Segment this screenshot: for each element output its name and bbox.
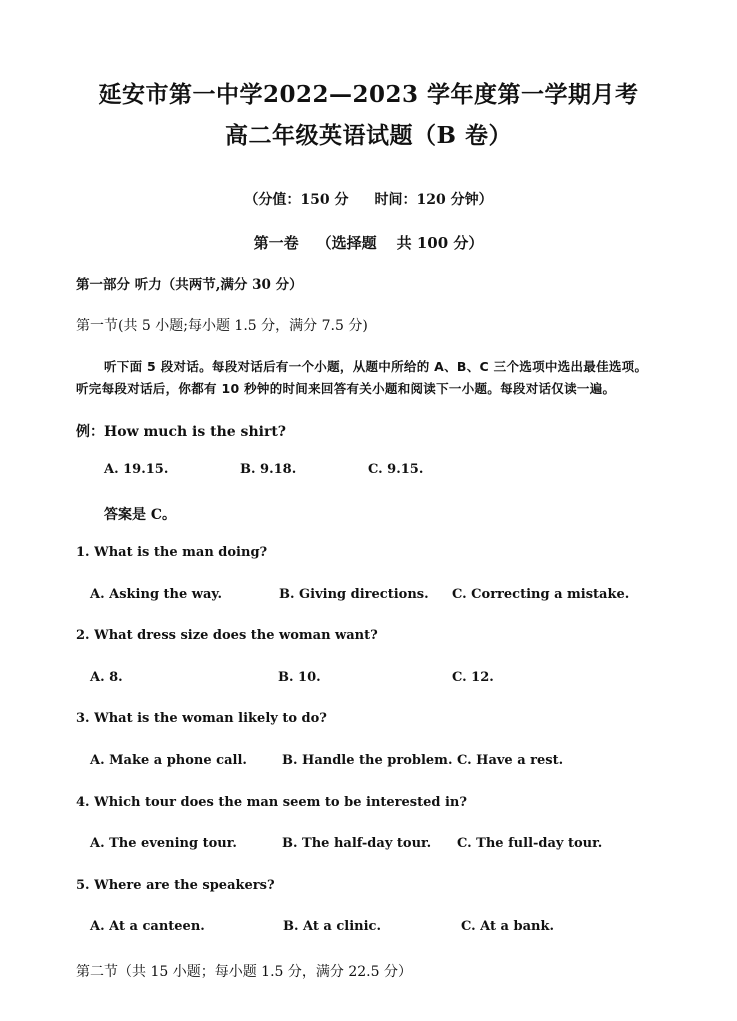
q1-option-a: A. Asking the way.	[90, 587, 223, 602]
q1-option-b: B. Giving directions.	[279, 587, 429, 602]
question-1: 1. What is the man doing?	[76, 545, 268, 560]
q1-option-c: C. Correcting a mistake.	[452, 587, 630, 602]
q3-option-c: C. Have a rest.	[457, 753, 564, 768]
q4-option-c: C. The full-day tour.	[457, 836, 603, 851]
example-question: 例：How much is the shirt?	[76, 424, 286, 440]
q5-option-a: A. At a canteen.	[90, 919, 205, 934]
exam-title-line2: 高二年级英语试题（B 卷）	[225, 122, 512, 149]
section1-heading: 第一节(共 5 小题;每小题 1.5 分，满分 7.5 分)	[76, 318, 368, 334]
q4-option-a: A. The evening tour.	[90, 836, 237, 851]
q5-option-c: C. At a bank.	[461, 919, 555, 934]
time-info: 时间：120 分钟）	[374, 192, 493, 208]
section2-heading: 第二节（共 15 小题；每小题 1.5 分，满分 22.5 分）	[76, 964, 412, 980]
q2-option-b: B. 10.	[278, 670, 321, 685]
question-3: 3. What is the woman likely to do?	[76, 711, 327, 726]
question-2: 2. What dress size does the woman want?	[76, 628, 378, 643]
volume-desc: （选择题	[316, 234, 377, 252]
score-time-info	[0, 189, 737, 209]
exam-title-line1: 延安市第一中学2022—2023 学年度第一学期月考	[98, 81, 639, 108]
instructions-line2: 听完每段对话后，你都有 10 秒钟的时间来回答有关小题和阅读下一小题。每段对话仅读一遍。	[76, 381, 616, 396]
q3-option-a: A. Make a phone call.	[90, 753, 247, 768]
question-5: 5. Where are the speakers?	[76, 878, 275, 893]
q2-option-a: A. 8.	[90, 670, 123, 685]
q4-option-b: B. The half-day tour.	[282, 836, 432, 851]
instructions-line1: 听下面 5 段对话。每段对话后有一个小题，从题中所给的 A、B、C 三个选项中选出最佳选项。	[104, 359, 648, 374]
example-option-b: B. 9.18.	[240, 462, 297, 477]
volume-name: 第一卷	[253, 234, 299, 252]
score-info: （分值：150 分	[244, 192, 349, 208]
volume-total: 共 100 分）	[396, 234, 484, 252]
q2-option-c: C. 12.	[452, 670, 494, 685]
q5-option-b: B. At a clinic.	[283, 919, 382, 934]
volume-heading	[0, 232, 737, 253]
question-4: 4. Which tour does the man seem to be interested in?	[76, 795, 468, 810]
part1-heading: 第一部分 听力（共两节,满分 30 分）	[76, 277, 303, 293]
example-option-a: A. 19.15.	[104, 462, 169, 477]
q3-option-b: B. Handle the problem.	[282, 753, 453, 768]
example-answer: 答案是 C。	[104, 507, 177, 523]
example-option-c: C. 9.15.	[368, 462, 424, 477]
